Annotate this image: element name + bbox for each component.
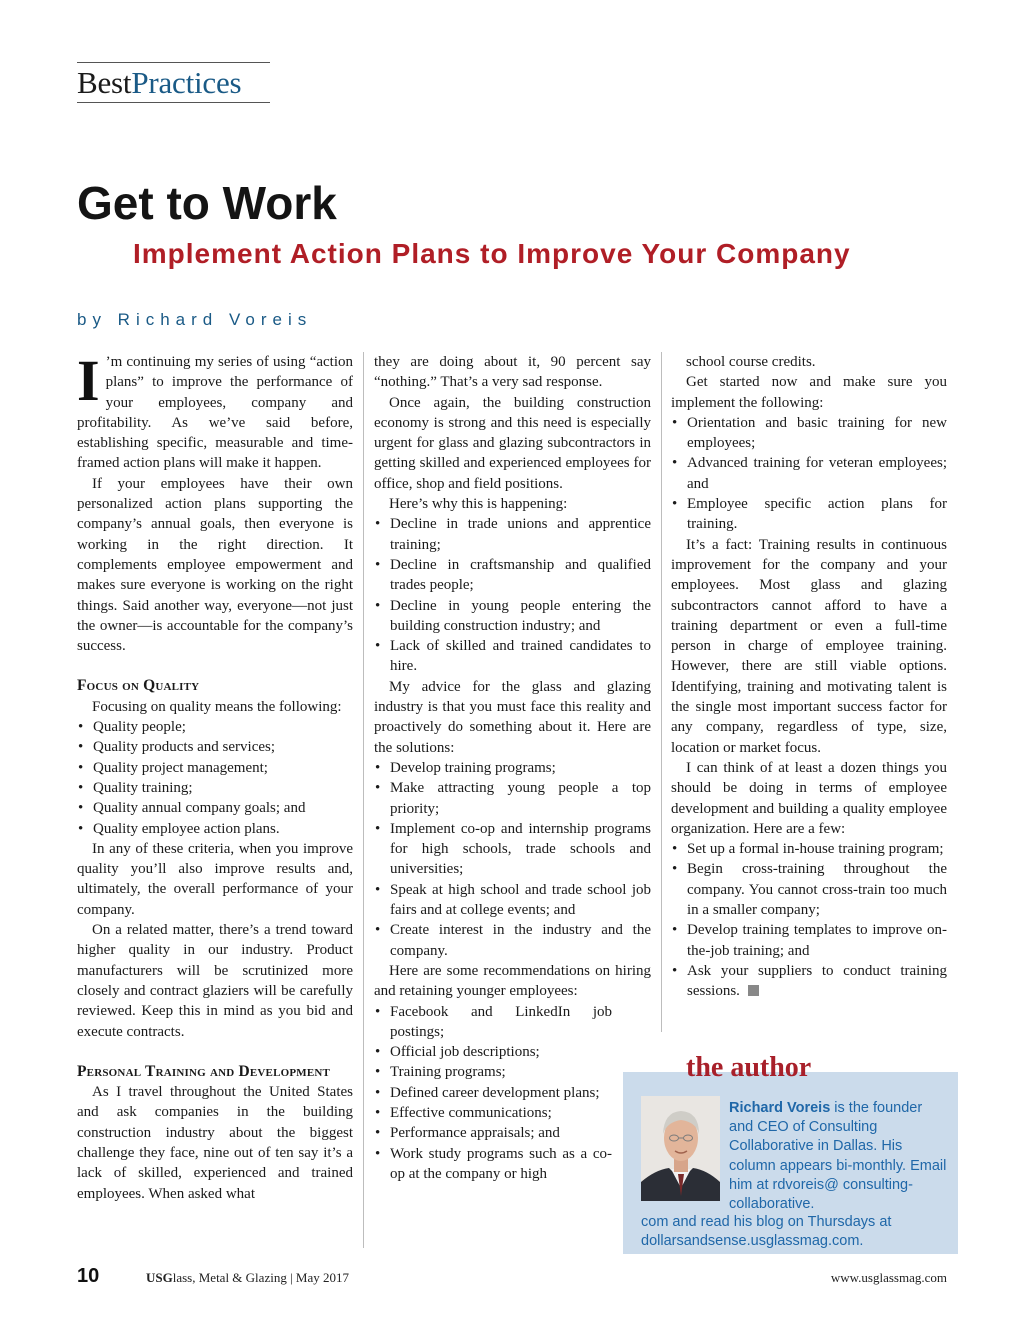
subhead-focus-on-quality: Focus on Quality [77,677,200,695]
list-item-text: Ask your suppliers to conduct training sessions. [687,962,947,1000]
article-title: Get to Work [77,177,337,229]
list-item: • Decline in trade unions and apprentice training; [374,514,651,555]
solutions-list [374,758,651,961]
list-item: • Quality people; [77,717,353,737]
paragraph: My advice for the glass and glazing industry is that you must face this reality and proactively do something about it. Here are the solutions: [374,678,651,756]
list-item: • Lack of skilled and trained candidates to hire. [374,636,651,677]
paragraph: school course credits. [686,354,816,370]
paragraph: Here’s why this is happening: [389,496,568,513]
list-item: • Facebook and LinkedIn job postings; [374,1002,612,1043]
implement-list [671,413,947,535]
list-item: • Effective communications; [374,1103,612,1123]
list-item: • Quality products and services; [77,737,353,757]
article-column-1 [77,348,353,1204]
paragraph: they are doing about it, 90 percent say “nothing.” That’s a very sad response. [374,354,651,391]
paragraph: It’s a fact: Training results in continuous improvement for the company and your employees. Most glass and glazing subcontractors cannot afford to have a training department or even a full-time person in charge of employee training. However, there are still viable options. Identifying, training and motivating talent is the single most important success factor for any company, regardless of type, size, location or market focus. [671,536,947,756]
list-item: • Employee specific action plans for training. [671,494,947,535]
paragraph: I can think of at least a dozen things you should be doing in terms of employee development and building a quality employee organization. Here are a few: [671,759,947,837]
paragraph: In any of these criteria, when you improve quality you’ll also improve results and, ultimately, the overall performance of your company. [77,840,353,918]
page-number: 10 [77,1265,100,1287]
intro-text: ’m continuing my series of using “action plans” to improve the performance of your employees, company and profitability. As we’ve said before, establishing specific, measurable and time-framed action plans will make it happen. [77,354,353,472]
intro-paragraph [77,348,353,474]
paragraph: Once again, the building construction economy is strong and this need is especially urgent for glass and glazing subcontractors in getting skilled and experienced employees for office, shop and field positions. [374,394,651,492]
byline: by Richard Voreis [77,310,313,329]
hiring-list [374,1002,612,1185]
footer-publication-prefix: USG [146,1270,173,1285]
author-photo [641,1096,720,1201]
list-item: • Quality training; [77,778,353,798]
list-item: • Quality project management; [77,758,353,778]
list-item: • Advanced training for veteran employees; and [671,453,947,494]
list-item: • Quality annual company goals; and [77,798,353,818]
quality-list [77,717,353,839]
list-item: • Develop training templates to improve on-the-job training; and [671,920,947,961]
footer-publication [146,1270,349,1286]
article-column-2 [374,352,651,1184]
author-name: Richard Voreis [729,1100,831,1116]
list-item: • Decline in craftsmanship and qualified trades people; [374,555,651,596]
things-list [671,839,947,1001]
footer-url: www.usglassmag.com [830,1270,947,1285]
paragraph: If your employees have their own personalized action plans supporting the company’s annual goals, then everyone is working in the right direction. It complements employee empowerment and makes sure everyone is working on the right things. Said another way, everyone—not just the owner—is accountable for the company’s success. [77,475,353,655]
article-subtitle: Implement Action Plans to Improve Your Company [133,238,851,269]
list-item: • Official job descriptions; [374,1042,612,1062]
list-item: • Quality employee action plans. [77,819,353,839]
list-item: • Begin cross-training throughout the company. You cannot cross-train too much in a smaller company; [671,859,947,920]
section-label-best: Best [77,65,132,100]
paragraph: As I travel throughout the United States and ask companies in the building construction industry about the biggest challenge they face, nine out of ten say it’s a lack of skilled, experienced and trained employees. When asked what [77,1084,353,1202]
footer-publication-text: lass, Metal & Glazing | May 2017 [172,1270,350,1285]
subhead-personal-training: Personal Training and Development [77,1062,331,1080]
author-bio-continued: com and read his blog on Thursdays at dollarsandsense.usglassmag.com. [641,1214,892,1250]
list-item: • Speak at high school and trade school job fairs and at college events; and [374,880,651,921]
article-column-3 [671,352,947,1002]
list-item: • Set up a formal in-house training program; [671,839,947,859]
list-item: • Work study programs such as a co-op at the company or high [374,1144,612,1185]
list-item: • Create interest in the industry and the company. [374,920,651,961]
list-item: • Make attracting young people a top priority; [374,778,651,819]
author-heading: the author [686,1052,812,1083]
author-bio [729,1099,949,1214]
column-divider-2 [661,352,662,1032]
paragraph: Focusing on quality means the following: [92,698,342,715]
list-item: • Orientation and basic training for new employees; [671,413,947,454]
list-item [671,961,947,1002]
list-item: • Develop training programs; [374,758,651,778]
section-label-practices: Practices [131,65,242,100]
end-mark-icon [748,985,759,996]
list-item: • Implement co-op and internship programs for high schools, trade schools and universities; [374,819,651,880]
paragraph: Get started now and make sure you implement the following: [671,374,947,411]
list-item: • Defined career development plans; [374,1083,612,1103]
list-item: • Performance appraisals; and [374,1123,612,1143]
column-divider-1 [363,352,364,1248]
drop-cap: I [77,348,100,413]
list-item: • Training programs; [374,1062,612,1082]
list-item: • Decline in young people entering the building construction industry; and [374,596,651,637]
paragraph: On a related matter, there’s a trend toward higher quality in our industry. Product manufacturers will be scrutinized more closely and contract glaziers will be carefully reviewed. Keep this in mind as you bid and execute contracts. [77,922,353,1040]
reasons-list [374,514,651,676]
section-label [77,62,270,103]
paragraph: Here are some recommendations on hiring and retaining younger employees: [374,962,651,1000]
author-bio-text: is the founder and CEO of Consulting Collaborative in Dallas. His column appears bi-monthly. Email him at rdvoreis@ consulting-collaborative. [729,1100,947,1213]
